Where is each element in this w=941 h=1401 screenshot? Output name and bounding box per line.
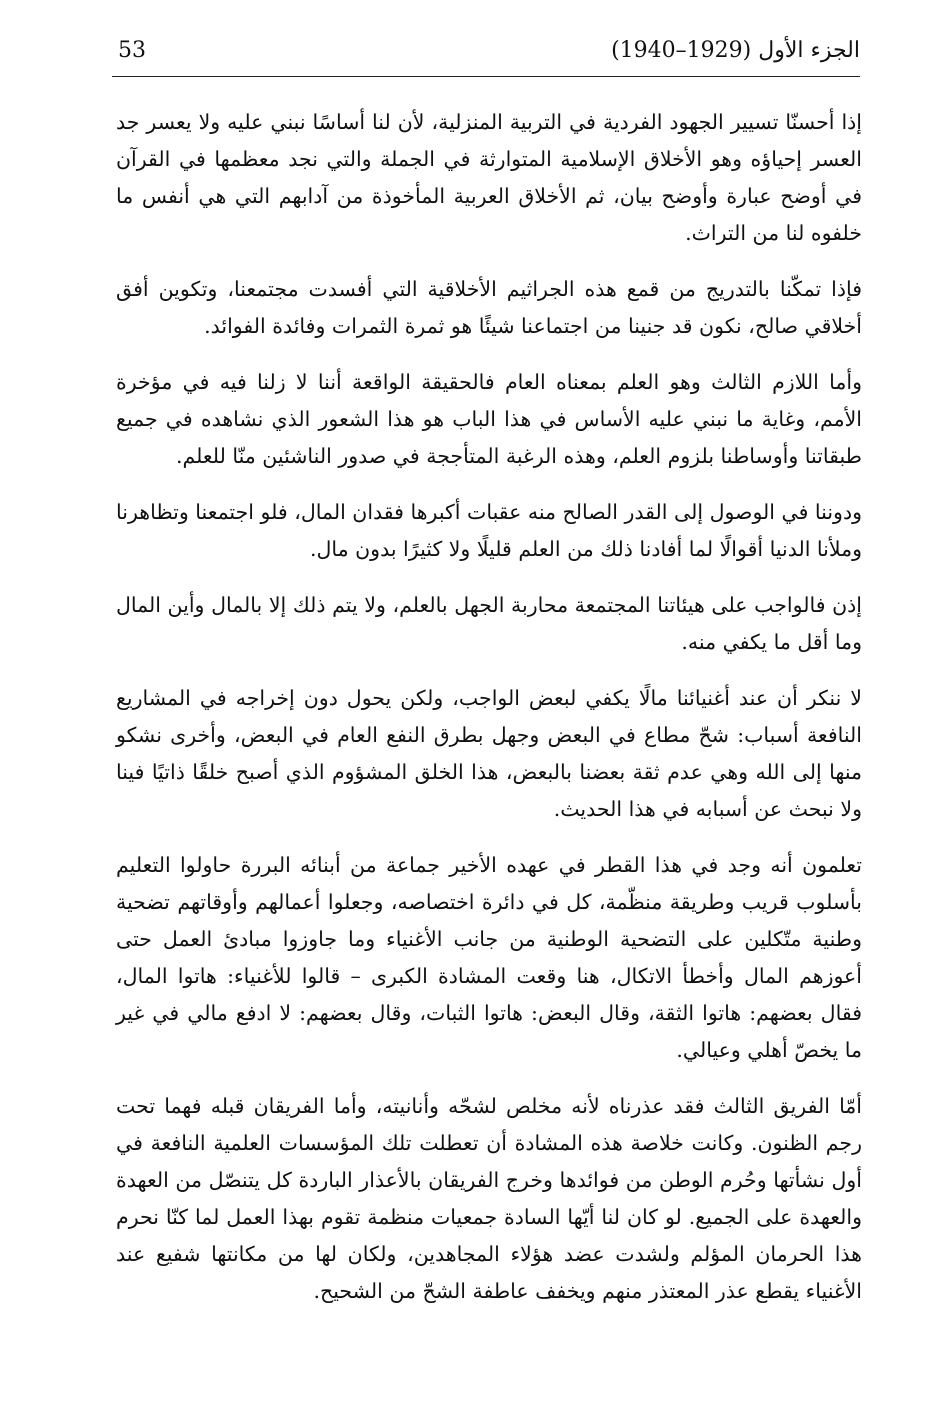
body-text xyxy=(116,104,862,1329)
paragraph-7: تعلمون أنه وجد في هذا القطر في عهده الأخير جماعة من أبنائه البررة حاولوا التعليم بأسلوب قريب وطريقة منظّمة، كل في دائرة اختصاصه، وجعلوا أعمالهم وأوقاتهم تضحية وطنية متّكلين على التضحية الوطنية من جانب الأغنياء وما جاوزوا مبادئ العمل حتى أعوزهم المال وأخطأ الاتكال، هنا وقعت المشادة الكبرى – قالوا للأغنياء: هاتوا المال، فقال بعضهم: هاتوا الثقة، وقال البعض: هاتوا الثبات، وقال بعضهم: لا ادفع مالي في غير ما يخصّ أهلي وعيالي. xyxy=(116,853,862,1062)
paragraph-1: إذا أحسنّا تسيير الجهود الفردية في التربية المنزلية، لأن لنا أساسًا نبني عليه ولا يعسر جد العسر إحياؤه وهو الأخلاق الإسلامية المتوارثة في الجملة والتي نجد معظمها في القرآن في أوضح عبارة وأوضح بيان، ثم الأخلاق العربية المأخوذة من آدابهم التي هي أنفس ما خلفوه لنا من التراث. xyxy=(116,110,862,245)
paragraph-4: ودوننا في الوصول إلى القدر الصالح منه عقبات أكبرها فقدان المال، فلو اجتمعنا وتظاهرنا وملأنا الدنيا أقوالًا لما أفادنا ذلك من العلم قليلًا ولا كثيرًا بدون مال. xyxy=(116,500,862,561)
page-number: 53 xyxy=(118,38,146,63)
running-title: الجزء الأول (1929–1940) xyxy=(611,38,860,63)
page-header xyxy=(112,36,860,77)
paragraph-5: إذن فالواجب على هيئاتنا المجتمعة محاربة الجهل بالعلم، ولا يتم ذلك إلا بالمال وأين المال وما أقل ما يكفي منه. xyxy=(116,593,862,654)
paragraph-3: وأما اللازم الثالث وهو العلم بمعناه العام فالحقيقة الواقعة أننا لا زلنا فيه في مؤخرة الأمم، وغاية ما نبني عليه الأساس في هذا الباب هو هذا الشعور الذي نشاهده في جميع طبقاتنا وأوساطنا بلزوم العلم، وهذه الرغبة المتأججة في صدور الناشئين منّا للعلم. xyxy=(116,370,862,468)
paragraph-2: فإذا تمكّنا بالتدريج من قمع هذه الجراثيم الأخلاقية التي أفسدت مجتمعنا، وتكوين أفق أخلاقي صالح، نكون قد جنينا من اجتماعنا شيئًا هو ثمرة الثمرات وفائدة الفوائد. xyxy=(116,277,862,338)
paragraph-8: أمّا الفريق الثالث فقد عذرناه لأنه مخلص لشحّه وأنانيته، وأما الفريقان قبله فهما تحت رجم الظنون. وكانت خلاصة هذه المشادة أن تعطلت تلك المؤسسات العلمية النافعة في أول نشأتها وحُرم الوطن من فوائدها وخرج الفريقان بالأعذار الباردة كل يتنصّل من العهدة والعهدة على الجميع. لو كان لنا أيّها السادة جمعيات منظمة تقوم بهذا العمل لما كنّا نحرم هذا الحرمان المؤلم ولشدت عضد هؤلاء المجاهدين، ولكان لها من مكانتها شفيع عند الأغنياء يقطع عذر المعتذر منهم ويخفف عاطفة الشحّ من الشحيح. xyxy=(116,1094,862,1303)
paragraph-6: لا ننكر أن عند أغنيائنا مالًا يكفي لبعض الواجب، ولكن يحول دون إخراجه في المشاريع النافعة أسباب: شحّ مطاع في البعض وجهل بطرق النفع العام في البعض، وأخرى نشكو منها إلى الله وهي عدم ثقة بعضنا بالبعض، هذا الخلق المشؤوم الذي أصبح خلقًا ذاتيًا فينا ولا نبحث عن أسبابه في هذا الحديث. xyxy=(116,686,862,821)
